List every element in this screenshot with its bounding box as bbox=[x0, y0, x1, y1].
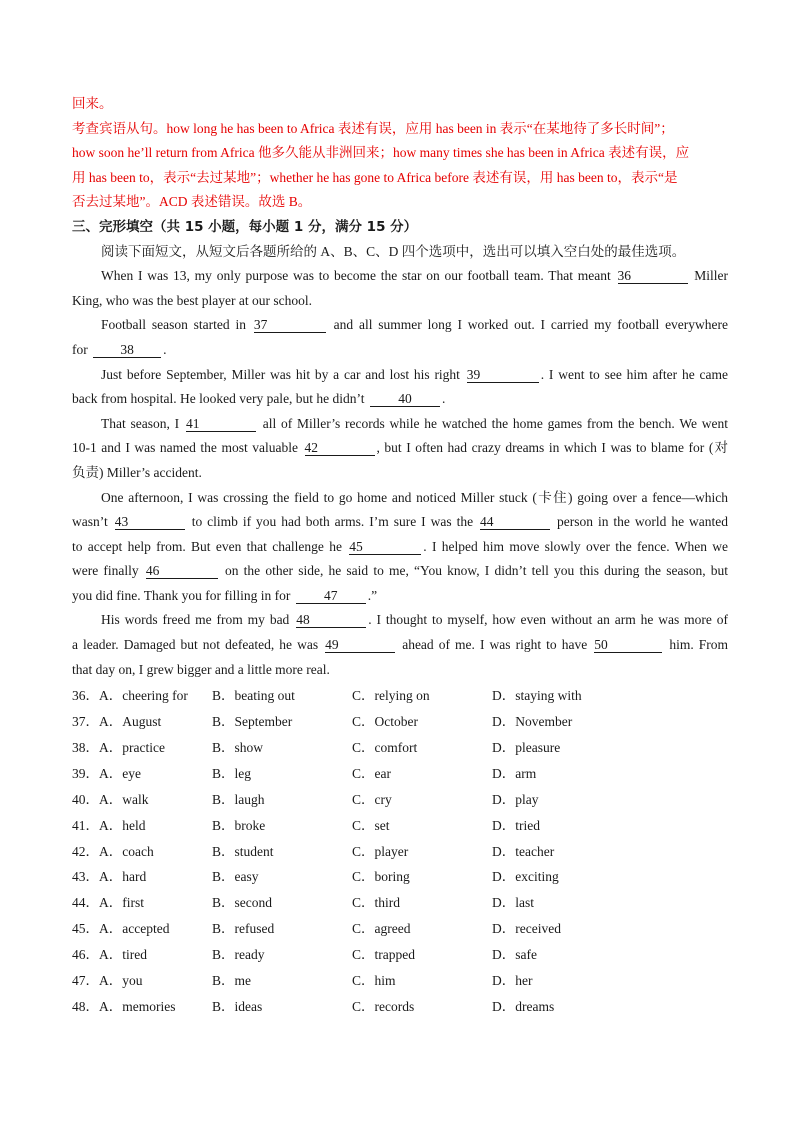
answer-explanation bbox=[72, 92, 728, 215]
option-row bbox=[72, 890, 728, 916]
option-d: D．tried bbox=[492, 817, 540, 833]
option-row bbox=[72, 968, 728, 994]
option-d: D．pleasure bbox=[492, 740, 561, 756]
explanation-line: 否去过某地”。ACD 表述错误。故选 B。 bbox=[72, 194, 312, 210]
option-d: D．teacher bbox=[492, 843, 555, 859]
option-a: 36．A．cheering for bbox=[72, 688, 188, 704]
option-a: 40．A．walk bbox=[72, 791, 149, 807]
passage-line: you did fine. Thank you for filling in for 47 .” bbox=[72, 587, 378, 603]
option-c: C．comfort bbox=[352, 740, 418, 756]
option-a: 46．A．tired bbox=[72, 947, 147, 963]
option-row bbox=[72, 916, 728, 942]
option-d: D．play bbox=[492, 791, 539, 807]
option-c: C．agreed bbox=[352, 921, 411, 937]
passage-line: for 38 . bbox=[72, 341, 167, 357]
option-d: D．safe bbox=[492, 947, 537, 963]
option-b: B．student bbox=[212, 843, 274, 859]
option-c: C．cry bbox=[352, 791, 392, 807]
option-b: B．leg bbox=[212, 765, 251, 781]
option-b: B．broke bbox=[212, 817, 266, 833]
blank-44: 44 bbox=[480, 514, 550, 530]
option-row bbox=[72, 994, 728, 1020]
cloze-passage bbox=[72, 264, 728, 682]
option-b: B．me bbox=[212, 973, 251, 989]
option-b: B．easy bbox=[212, 869, 259, 885]
blank-46: 46 bbox=[146, 563, 218, 579]
passage-line: were finally 46 on the other side, he said to me, “You know, I didn’t tell you this during the season, but bbox=[72, 563, 729, 579]
passage-line: Football season started in 37 and all summer long I worked out. I carried my football everywhere bbox=[101, 317, 729, 333]
option-a: 43．A．hard bbox=[72, 869, 147, 885]
option-c: C．records bbox=[352, 998, 415, 1014]
blank-48: 48 bbox=[296, 612, 366, 628]
passage-line: His words freed me from my bad 48 . I thought to myself, how even without an arm he was more of bbox=[101, 612, 728, 628]
blank-42: 42 bbox=[305, 440, 375, 456]
blank-37: 37 bbox=[254, 317, 326, 333]
section-instruction: 阅读下面短文，从短文后各题所给的 A、B、C、D 四个选项中，选出可以填入空白处的最佳选项。 bbox=[101, 243, 686, 259]
option-a: 37．A．August bbox=[72, 714, 162, 730]
answer-options bbox=[72, 683, 728, 1020]
passage-line: King, who was the best player at our school. bbox=[72, 292, 312, 308]
passage-line: Just before September, Miller was hit by a car and lost his right 39 . I went to see him after he came bbox=[101, 366, 728, 382]
option-b: B．show bbox=[212, 740, 264, 756]
explanation-line: 考查宾语从句。how long he has been to Africa 表述有误，应用 has been in 表示“在某地待了多长时间”； bbox=[72, 120, 674, 136]
option-row bbox=[72, 683, 728, 709]
blank-38: 38 bbox=[93, 342, 161, 358]
option-a: 47．A．you bbox=[72, 973, 143, 989]
option-c: C．set bbox=[352, 817, 390, 833]
option-row bbox=[72, 735, 728, 761]
explanation-line: 用 has been to，表示“去过某地”；whether he has gone to Africa before 表述有误，用 has been to，表示“是 bbox=[72, 169, 678, 185]
option-row bbox=[72, 839, 728, 865]
explanation-line: how soon he’ll return from Africa 他多久能从非洲回来；how many times she has been in Africa 表述有误，应 bbox=[72, 145, 690, 161]
explanation-line: 回来。 bbox=[72, 96, 113, 111]
option-a: 39．A．eye bbox=[72, 765, 141, 781]
document-page bbox=[72, 92, 728, 1020]
option-a: 44．A．first bbox=[72, 895, 144, 911]
option-row bbox=[72, 709, 728, 735]
option-d: D．dreams bbox=[492, 998, 555, 1014]
option-c: C．player bbox=[352, 843, 409, 859]
option-c: C．October bbox=[352, 714, 418, 730]
option-c: C．boring bbox=[352, 869, 410, 885]
passage-line: a leader. Damaged but not defeated, he was 49 ahead of me. I was right to have 50 him. From bbox=[72, 637, 729, 653]
option-b: B．September bbox=[212, 714, 293, 730]
passage-line: One afternoon, I was crossing the field to go home and noticed Miller stuck (卡住) going over a fence—which bbox=[101, 489, 728, 505]
option-d: D．November bbox=[492, 714, 573, 730]
option-b: B．ideas bbox=[212, 998, 263, 1014]
option-d: D．staying with bbox=[492, 688, 582, 704]
option-a: 41．A．held bbox=[72, 817, 146, 833]
option-a: 42．A．coach bbox=[72, 843, 154, 859]
option-b: B．ready bbox=[212, 947, 265, 963]
option-b: B．second bbox=[212, 895, 272, 911]
option-b: B．refused bbox=[212, 921, 275, 937]
option-d: D．exciting bbox=[492, 869, 559, 885]
option-d: D．arm bbox=[492, 765, 537, 781]
option-a: 48．A．memories bbox=[72, 998, 176, 1014]
option-c: C．third bbox=[352, 895, 401, 911]
passage-line: 负责) Miller’s accident. bbox=[72, 464, 202, 480]
blank-45: 45 bbox=[349, 539, 421, 555]
option-row bbox=[72, 761, 728, 787]
blank-43: 43 bbox=[115, 514, 185, 530]
option-a: 38．A．practice bbox=[72, 740, 165, 756]
option-row bbox=[72, 942, 728, 968]
passage-line: When I was 13, my only purpose was to become the star on our football team. That meant 36 Miller bbox=[101, 268, 729, 284]
blank-39: 39 bbox=[467, 367, 539, 383]
option-row bbox=[72, 864, 728, 890]
option-c: C．ear bbox=[352, 765, 391, 781]
blank-41: 41 bbox=[186, 416, 256, 432]
option-c: C．him bbox=[352, 973, 396, 989]
option-c: C．relying on bbox=[352, 688, 430, 704]
passage-line: That season, I 41 all of Miller’s records while he watched the home games from the bench. We went bbox=[101, 415, 728, 431]
option-d: D．last bbox=[492, 895, 534, 911]
option-c: C．trapped bbox=[352, 947, 415, 963]
option-row bbox=[72, 813, 728, 839]
option-a: 45．A．accepted bbox=[72, 921, 170, 937]
section-title: 三、完形填空（共 15 小题，每小题 1 分，满分 15 分） bbox=[72, 218, 418, 235]
option-d: D．received bbox=[492, 921, 561, 937]
option-b: B．laugh bbox=[212, 791, 265, 807]
passage-line: wasn’t 43 to climb if you had both arms. I’m sure I was the 44 person in the world he wanted bbox=[72, 514, 729, 530]
passage-line: 10-1 and I was named the most valuable 42 , but I often had crazy dreams in which I was to blame for (对 bbox=[72, 440, 728, 456]
option-b: B．beating out bbox=[212, 688, 295, 704]
blank-36: 36 bbox=[618, 268, 688, 284]
blank-50: 50 bbox=[594, 637, 662, 653]
passage-line: to accept help from. But even that challenge he 45 . I helped him move slowly over the fence. When we bbox=[72, 538, 728, 554]
option-row bbox=[72, 787, 728, 813]
passage-line: back from hospital. He looked very pale, but he didn’t 40 . bbox=[72, 391, 446, 407]
blank-47: 47 bbox=[296, 588, 366, 604]
blank-49: 49 bbox=[325, 637, 395, 653]
blank-40: 40 bbox=[370, 391, 440, 407]
passage-line: that day on, I grew bigger and a little more real. bbox=[72, 661, 330, 677]
option-d: D．her bbox=[492, 973, 533, 989]
